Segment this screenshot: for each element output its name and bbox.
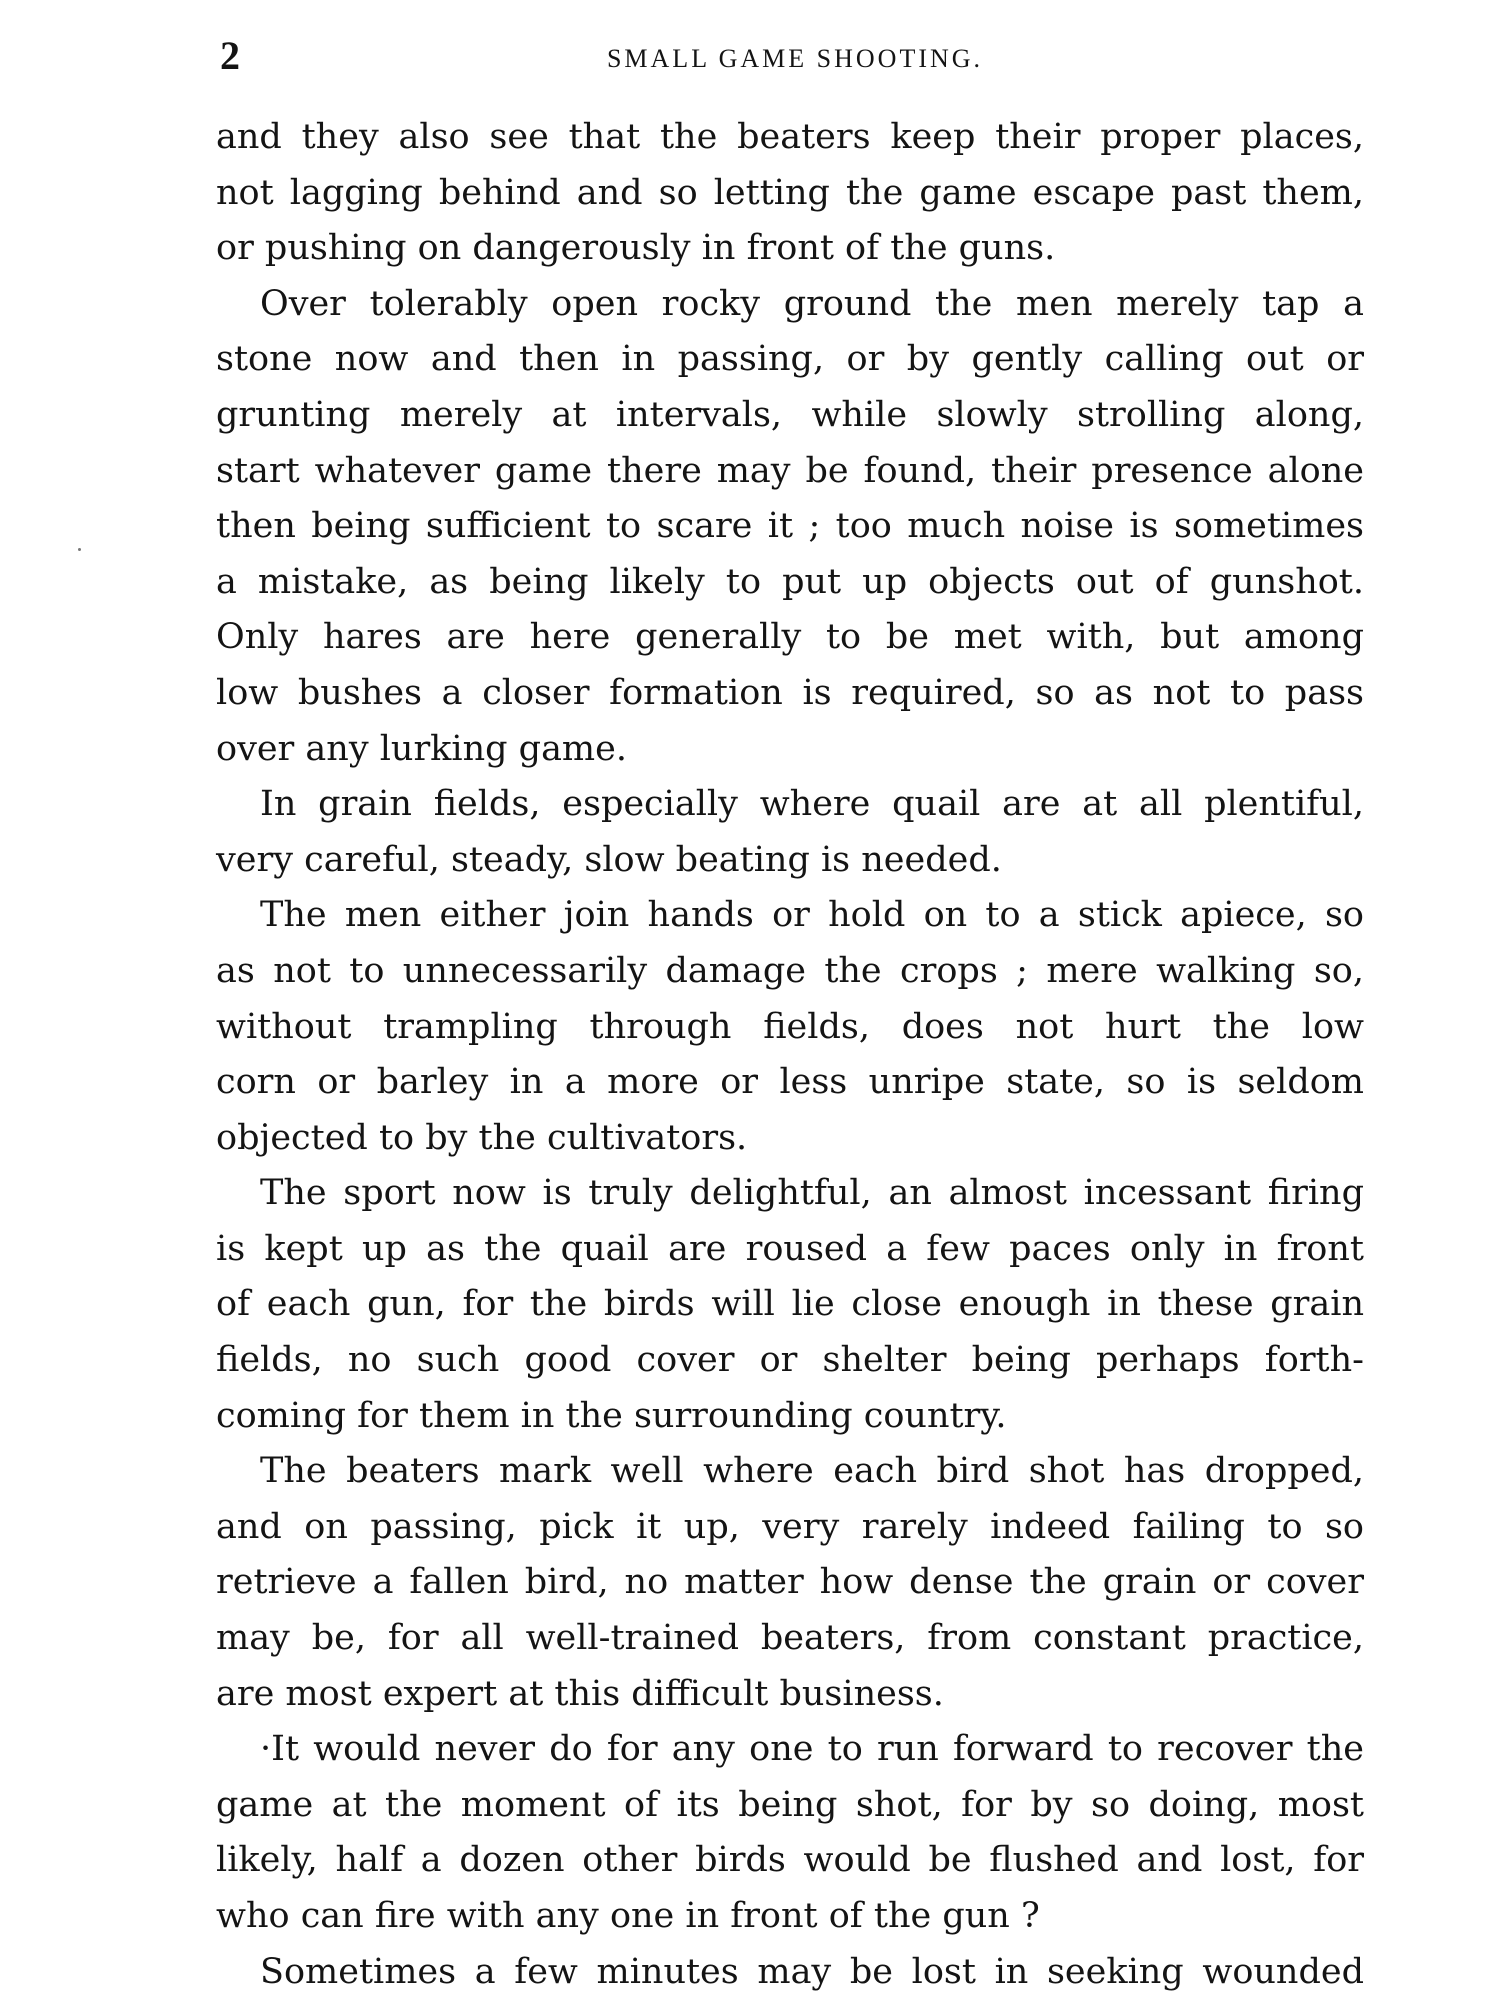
text-line: Over tolerably open rocky ground the men merely tap a <box>260 283 1364 324</box>
text-line: corn or barley in a more or less unripe state, so is seldom <box>216 1062 1364 1103</box>
text-line: ·It would never do for any one to run forward to recover the <box>260 1729 1364 1770</box>
text-line: over any lurking game. <box>216 728 627 769</box>
text-line: stone now and then in passing, or by gently calling out or <box>216 339 1364 380</box>
text-line: The men either join hands or hold on to a stick apiece, so <box>260 895 1364 936</box>
paragraph-5 <box>216 1166 1364 1444</box>
text-line: likely, half a dozen other birds would be flushed and lost, for <box>216 1840 1364 1881</box>
text-line: may be, for all well-trained beaters, from constant practice, <box>216 1618 1364 1659</box>
text-line: grunting merely at intervals, while slowly strolling along, <box>216 394 1364 435</box>
text-line: Sometimes a few minutes may be lost in seeking wounded <box>260 1951 1364 1992</box>
text-line: Only hares are here generally to be met with, but among <box>216 617 1364 658</box>
paragraph-7 <box>216 1722 1364 1944</box>
text-line: not lagging behind and so letting the game escape past them, <box>216 172 1364 213</box>
text-line: who can fire with any one in front of the gun ? <box>216 1896 1040 1936</box>
page-header <box>220 32 1370 92</box>
text-line: game at the moment of its being shot, for by so doing, most <box>216 1784 1364 1825</box>
text-line: fields, no such good cover or shelter being perhaps forth- <box>216 1340 1364 1381</box>
page-number: 2 <box>220 33 240 78</box>
text-line: coming for them in the surrounding country. <box>216 1395 1007 1436</box>
text-line: low bushes a closer formation is required, so as not to pass <box>216 672 1364 713</box>
body-text <box>216 110 1364 2000</box>
running-title: SMALL GAME SHOOTING. <box>606 44 984 73</box>
text-line: retrieve a fallen bird, no matter how dense the grain or cover <box>216 1562 1364 1603</box>
text-line: and on passing, pick it up, very rarely indeed failing to so <box>216 1506 1364 1547</box>
text-line: or pushing on dangerously in front of the guns. <box>216 228 1056 269</box>
paragraph-1 <box>216 110 1364 277</box>
text-line: a mistake, as being likely to put up objects out of gunshot. <box>216 561 1364 602</box>
text-line: of each gun, for the birds will lie close enough in these grain <box>216 1284 1364 1325</box>
text-line: very careful, steady, slow beating is needed. <box>216 839 1002 880</box>
text-line: and they also see that the beaters keep their proper places, <box>216 117 1364 157</box>
text-line: The beaters mark well where each bird shot has dropped, <box>260 1451 1364 1492</box>
text-line: as not to unnecessarily damage the crops ; mere walking so, <box>216 950 1364 991</box>
text-line: are most expert at this difficult business. <box>216 1673 944 1714</box>
text-line: then being sufficient to scare it ; too much noise is sometimes <box>216 506 1364 547</box>
text-line: The sport now is truly delightful, an almost incessant firing <box>260 1173 1364 1214</box>
paragraph-8 <box>216 1945 1364 2000</box>
text-line: objected to by the cultivators. <box>216 1117 748 1158</box>
text-line: In grain fields, especially where quail are at all plentiful, <box>260 784 1364 825</box>
paragraph-4 <box>216 888 1364 1166</box>
margin-speck <box>78 548 81 551</box>
paragraph-2 <box>216 277 1364 777</box>
text-line: start whatever game there may be found, their presence alone <box>216 450 1364 491</box>
paragraph-6 <box>216 1444 1364 1722</box>
text-line: is kept up as the quail are roused a few paces only in front <box>216 1228 1364 1269</box>
text-line: without trampling through fields, does not hurt the low <box>216 1006 1364 1047</box>
paragraph-3 <box>216 777 1364 888</box>
